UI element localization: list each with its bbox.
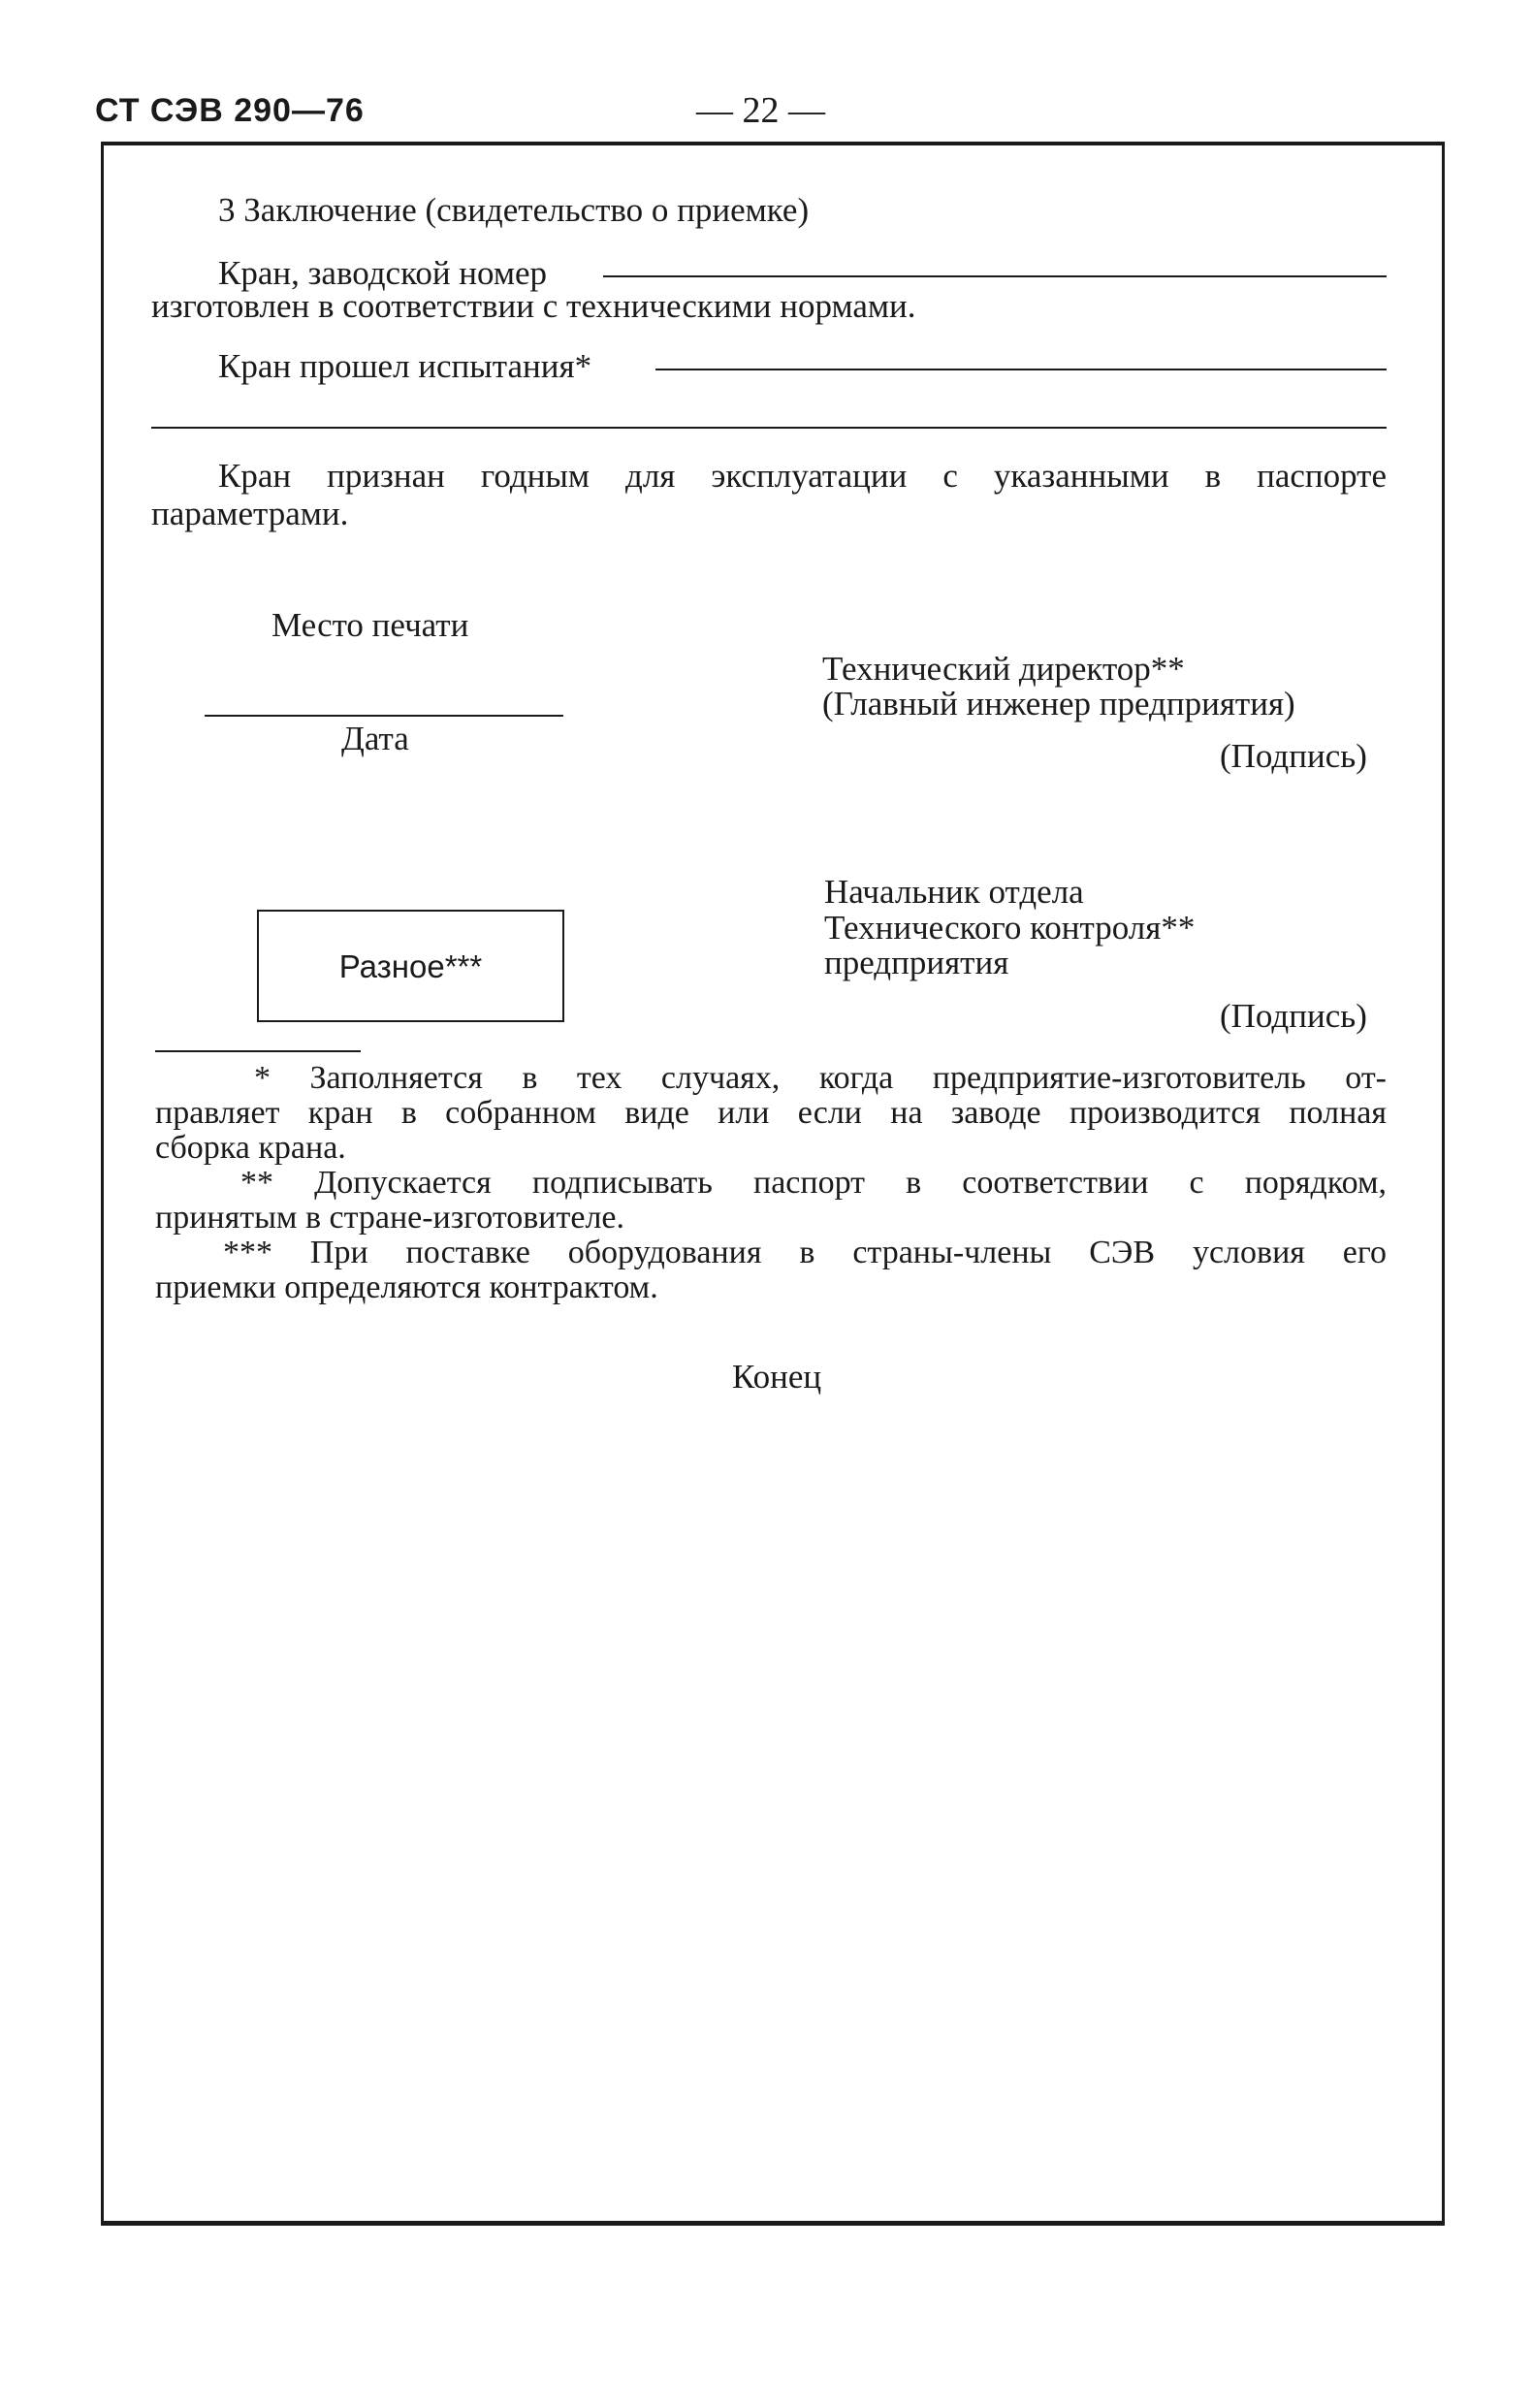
page-number: — 22 — [696, 90, 825, 131]
stamp-place-label: Место печати [271, 606, 469, 644]
manufactured-statement: изготовлен в соответствии с техническими нормами. [151, 287, 916, 325]
fitness-statement-line2: параметрами. [151, 495, 349, 532]
signature-label-1: (Подпись) [1220, 737, 1367, 775]
footnote-2-line2: принятым в стране-изготовителе. [155, 1200, 625, 1236]
dept-head-line3: предприятия [824, 944, 1009, 981]
crane-number-blank-line [603, 275, 1387, 277]
tests-label: Кран прошел испытания* [218, 347, 592, 385]
end-label: Конец [732, 1358, 822, 1396]
fitness-statement-line1: Кран признан годным для эксплуатации с указанными в паспорте [218, 457, 1387, 495]
tech-director-label: Технический директор** [822, 650, 1185, 688]
misc-box [257, 912, 564, 1022]
tests-continuation-line [151, 427, 1387, 429]
footnote-separator [155, 1050, 361, 1052]
dept-head-line2: Технического контроля** [824, 909, 1196, 947]
crane-number-label: Кран, заводской номер [218, 254, 548, 292]
footnote-1-line1: * Заполняется в тех случаях, когда предприятие-изготовитель от- [254, 1060, 1387, 1096]
footnote-3-line1: *** При поставке оборудования в страны-члены СЭВ условия его [223, 1235, 1387, 1270]
footnote-3-line2: приемки определяются контрактом. [155, 1269, 658, 1305]
date-label: Дата [341, 720, 409, 757]
chief-engineer-label: (Главный инженер предприятия) [822, 685, 1295, 722]
dept-head-line1: Начальник отдела [824, 873, 1084, 911]
signature-label-2: (Подпись) [1220, 997, 1367, 1035]
section-title: 3 Заключение (свидетельство о приемке) [218, 191, 810, 229]
footnote-1-line2: правляет кран в собранном виде или если на заводе производится полная [155, 1095, 1387, 1131]
tests-blank-line [655, 369, 1387, 370]
date-line [205, 715, 563, 717]
footnote-2-line1: ** Допускается подписывать паспорт в соответствии с порядком, [240, 1165, 1387, 1201]
document-id: СТ СЭВ 290—76 [95, 92, 365, 129]
misc-box-label: Разное*** [338, 948, 483, 984]
footnote-1-line3: сборка крана. [155, 1130, 346, 1166]
